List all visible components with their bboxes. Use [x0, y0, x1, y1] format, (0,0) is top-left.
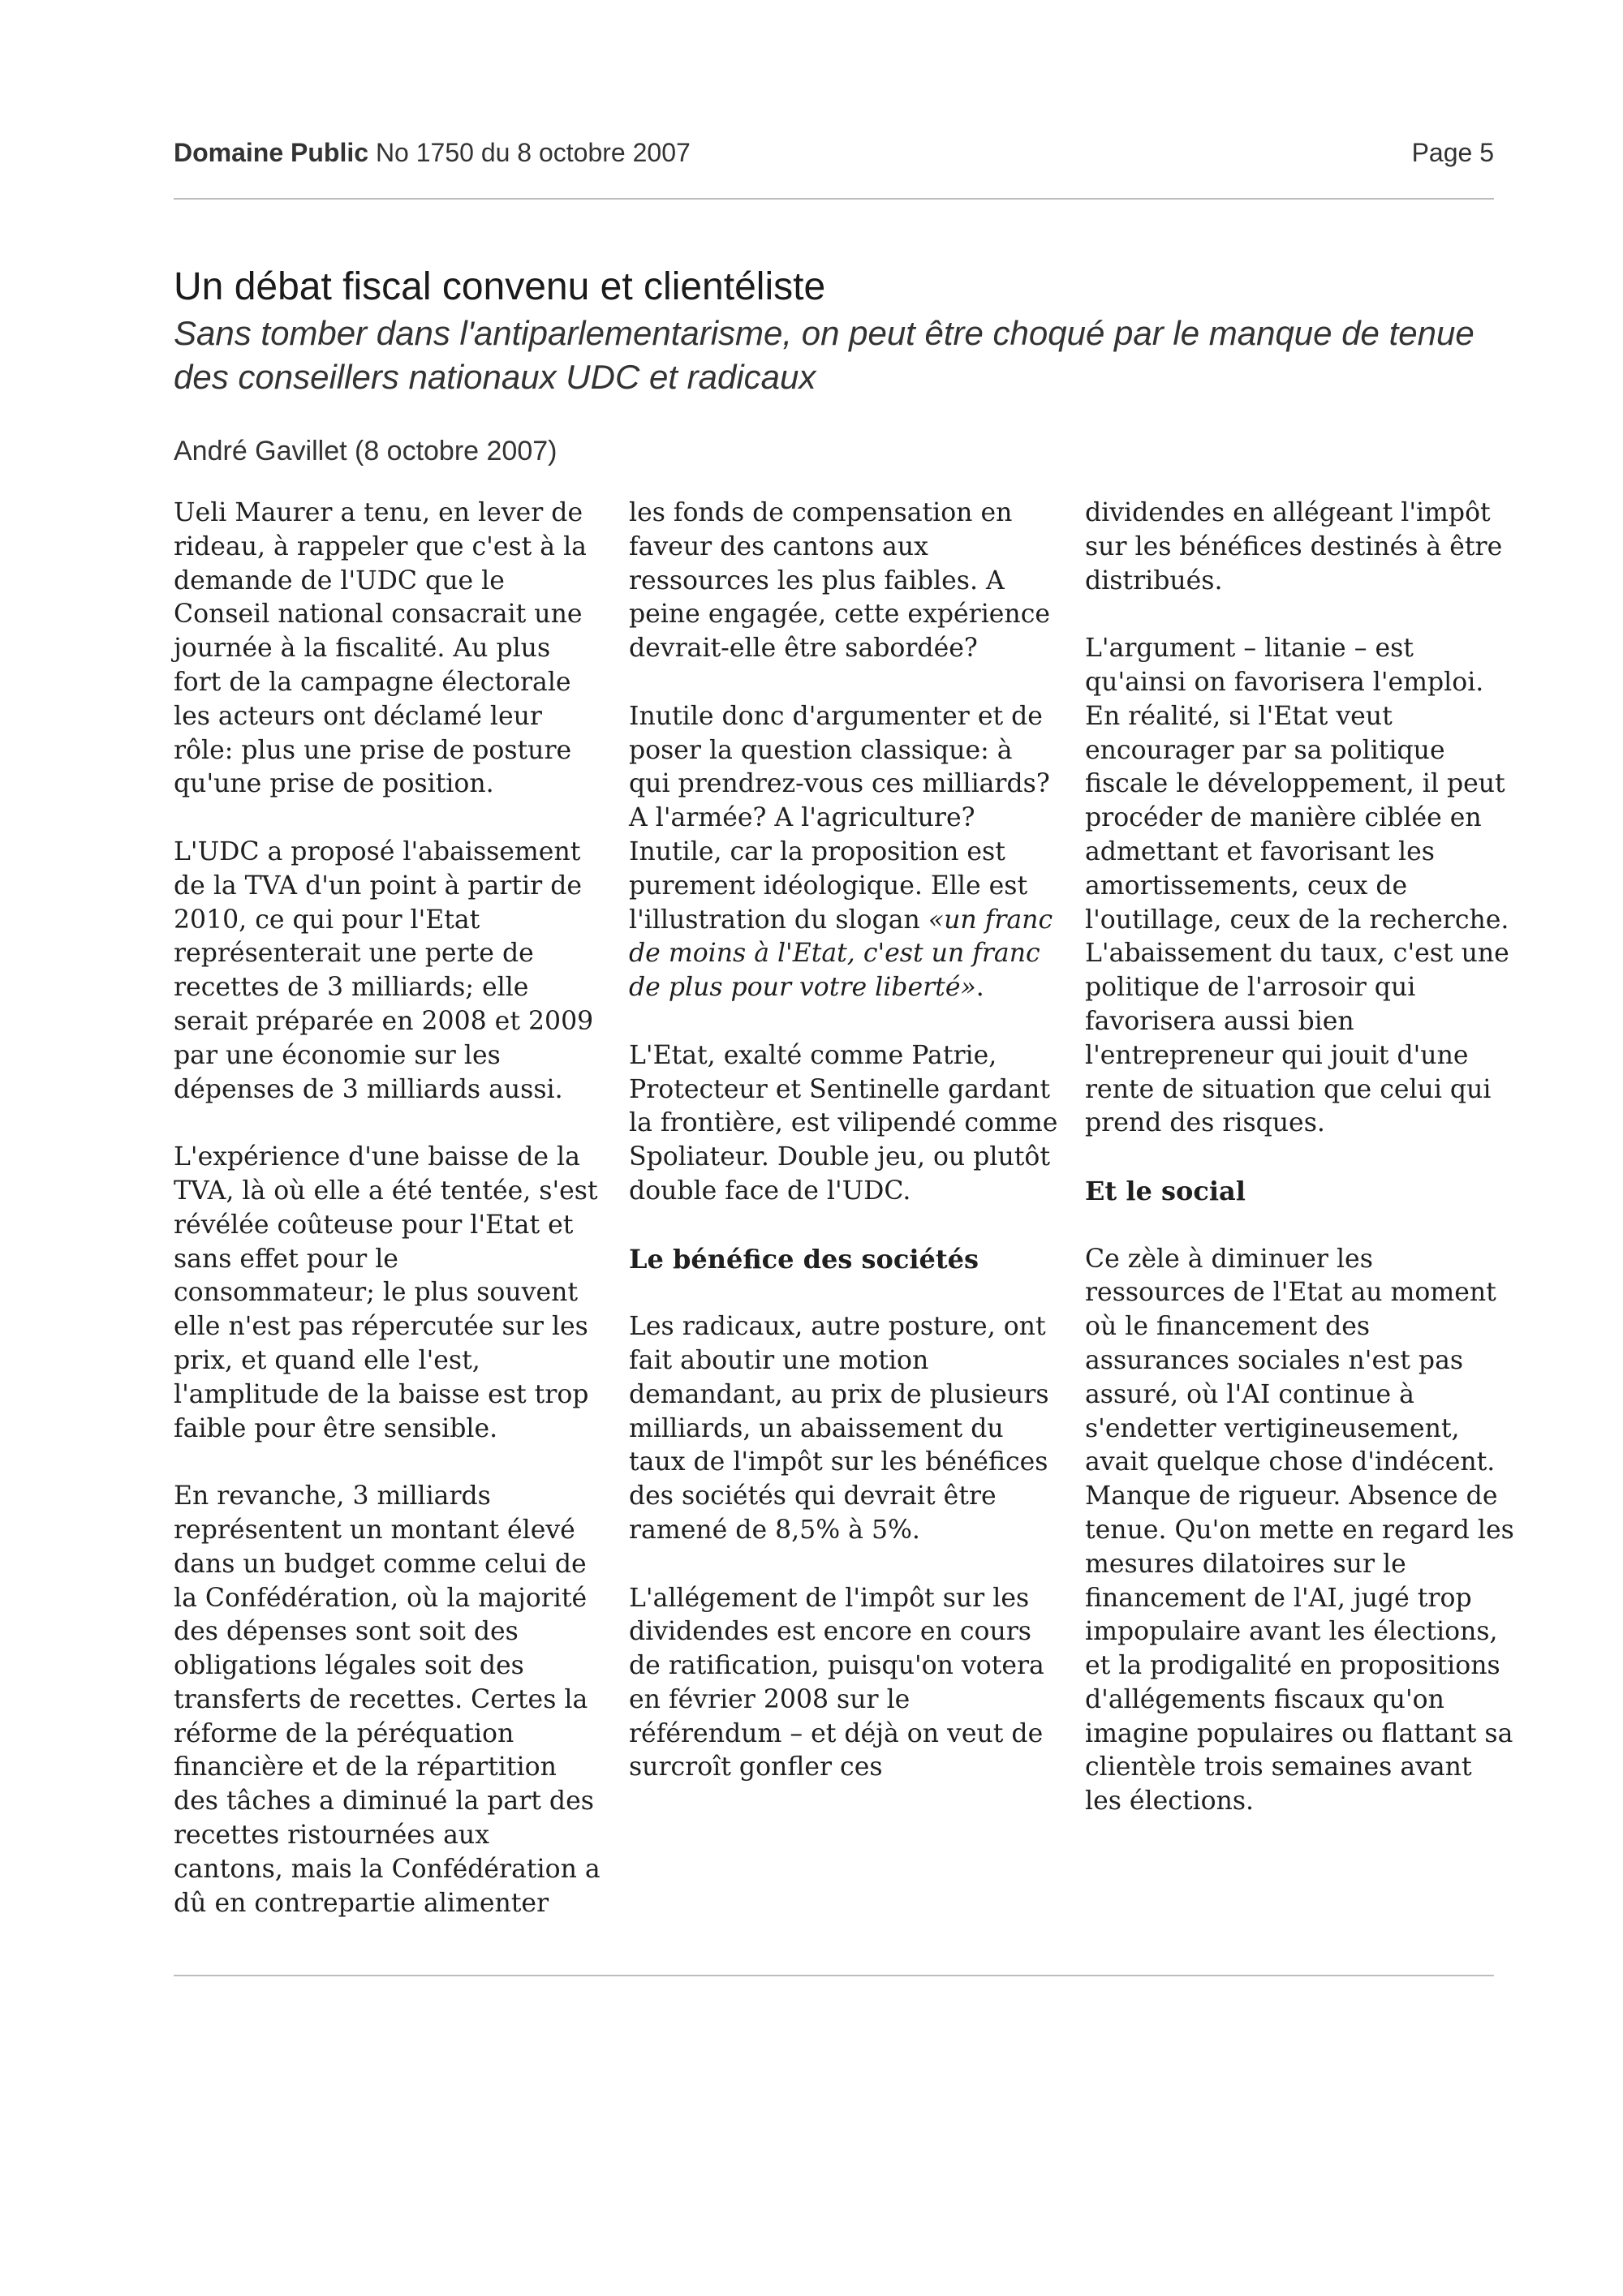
paragraph: L'argument – litanie – est qu'ainsi on favorisera l'emploi. En réalité, si l'Etat veut encourager par sa politique fiscale le développement, il peut procéder de manière ciblée en admettant et favorisant les amortissements, ceux de l'outillage, ceux de la recherche. L'abaissement du taux, c'est une politique de l'arrosoir qui favorisera aussi bien l'entrepreneur qui jouit d'une rente de situation que celui qui prend des risques.: [1085, 634, 1509, 1138]
paragraph: Les radicaux, autre posture, ont fait aboutir une motion demandant, au prix de plusieurs milliards, un abaissement du taux de l'impôt sur les bénéfices des sociétés qui devrait être ramené de 8,5% à 5%.: [629, 1312, 1049, 1545]
paragraph: L'Etat, exalté comme Patrie, Protecteur et Sentinelle gardant la frontière, est vilipendé comme Spoliateur. Double jeu, ou plutôt double face de l'UDC.: [629, 1040, 1058, 1206]
section-heading: Et le social: [1085, 1175, 1246, 1206]
text-column-2: [629, 497, 1059, 1819]
text-column-1: [174, 497, 604, 1954]
article-byline: André Gavillet (8 octobre 2007): [174, 436, 558, 467]
paragraph: L'expérience d'une baisse de la TVA, là où elle a été tentée, s'est révélée coûteuse pour l'Etat et sans effet pour le consommateur; le plus souvent elle n'est pas répercutée sur les prix, et quand elle l'est, l'amplitude de la baisse est trop faible pour être sensible.: [174, 1142, 598, 1443]
paragraph: les fonds de compensation en faveur des cantons aux ressources les plus faibles. A peine engagée, cette expérience devrait-elle être sabordée?: [629, 498, 1050, 664]
article-subtitle: Sans tomber dans l'antiparlementarisme, on peut être choqué par le manque de tenue des conseillers nationaux UDC et radicaux: [174, 314, 1474, 396]
paragraph: En revanche, 3 milliards représentent un montant élevé dans un budget comme celui de la Confédération, où la majorité des dépenses sont soit des obligations légales soit des transferts de recettes. Certes la réforme de la péréquation financière et de la répartition des tâches a diminué la part des recettes ristournées aux cantons, mais la Confédération a dû en contrepartie alimenter: [174, 1481, 601, 1918]
page-number: Page 5: [1411, 138, 1494, 167]
paragraph: L'allégement de l'impôt sur les dividendes est encore en cours de ratification, puisqu'on votera en février 2008 sur le référendum – et déjà on veut de surcroît gonfler ces: [629, 1583, 1044, 1782]
paragraph-end: .: [975, 973, 984, 1003]
publication-name: Domaine Public: [174, 138, 369, 167]
paragraph: [629, 700, 1059, 1005]
issue-info: No 1750 du 8 octobre 2007: [375, 138, 691, 167]
section-heading: Le bénéfice des sociétés: [629, 1243, 979, 1275]
paragraph: Ce zèle à diminuer les ressources de l'Etat au moment où le financement des assurances sociales n'est pas assuré, où l'AI continue à s'endetter vertigineusement, avait quelque chose d'indécent. Manque de rigueur. Absence de tenue. Qu'on mette en regard les mesures dilatoires sur le financement de l'AI, jugé trop impopulaire avant les élections, et la prodigalité en propositions d'allégements fiscaux qu'on imagine populaires ou flattant sa clientèle trois semaines avant les élections.: [1085, 1244, 1514, 1817]
paragraph: L'UDC a proposé l'abaissement de la TVA d'un point à partir de 2010, ce qui pour l'Etat représenterait une perte de recettes de 3 milliards; elle serait préparée en 2008 et 2009 par une économie sur les dépenses de 3 milliards aussi.: [174, 836, 594, 1104]
paragraph-text: Inutile donc d'argumenter et de poser la question classique: à qui prendrez-vous ces milliards? A l'armée? A l'agriculture? Inutile, car la proposition est purement idéologique. Elle est l'illustration du slogan: [629, 701, 1050, 935]
article-title: Un débat fiscal convenu et clientéliste: [174, 265, 826, 308]
page-header: [174, 133, 1494, 172]
footer-divider: [174, 1975, 1494, 1976]
header-divider: [174, 198, 1494, 200]
slogan-quote: «un franc de moins à l'Etat, c'est un franc de plus pour votre liberté»: [629, 905, 1053, 1003]
paragraph: dividendes en allégeant l'impôt sur les bénéfices destinés à être distribués.: [1085, 498, 1503, 595]
paragraph: Ueli Maurer a tenu, en lever de rideau, à rappeler que c'est à la demande de l'UDC que le Conseil national consacrait une journée à la fiscalité. Au plus fort de la campagne électorale les acteurs ont déclamé leur rôle: plus une prise de posture qu'une prise de position.: [174, 498, 587, 799]
text-column-3: [1085, 497, 1515, 1853]
